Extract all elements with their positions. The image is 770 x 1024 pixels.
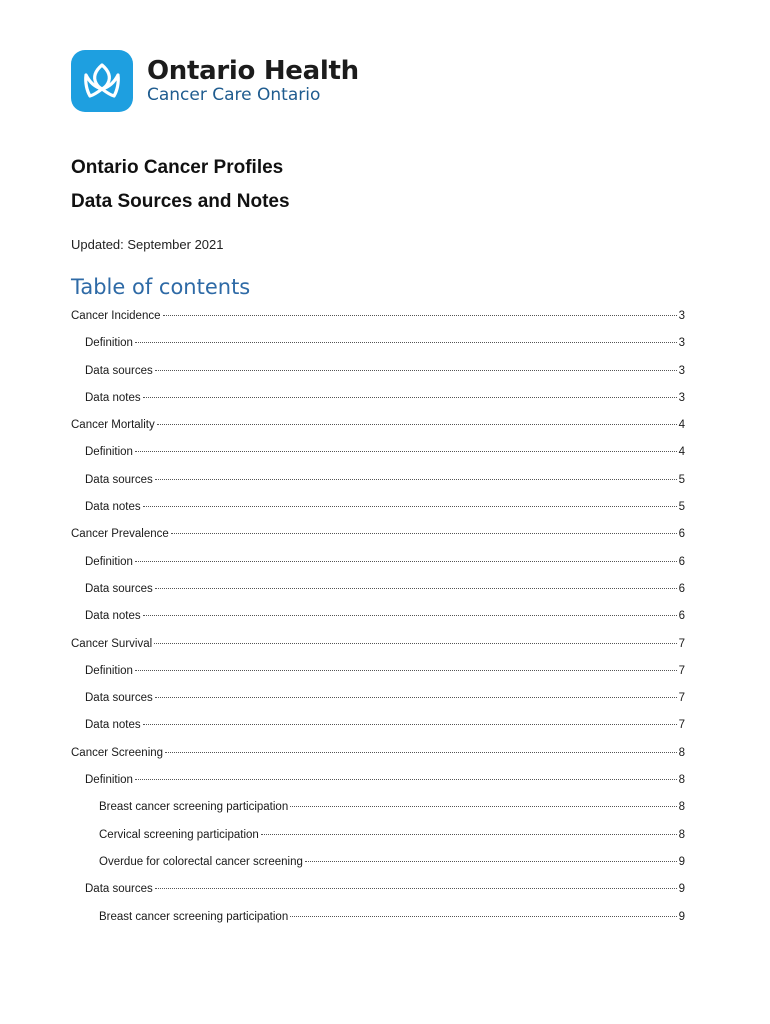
toc-entry-page: 3 — [678, 310, 685, 322]
toc-entry[interactable] — [71, 337, 685, 364]
toc-entry[interactable] — [71, 692, 685, 719]
document-subtitle: Data Sources and Notes — [71, 191, 290, 212]
toc-leader-dots — [305, 861, 677, 862]
toc-entry[interactable] — [71, 883, 685, 910]
toc-entry-label: Breast cancer screening participation — [99, 801, 289, 814]
toc-leader-dots — [157, 424, 677, 425]
toc-leader-dots — [143, 615, 677, 616]
toc-entry-label: Data sources — [85, 364, 153, 377]
toc-leader-dots — [290, 916, 676, 917]
toc-entry-page: 8 — [678, 801, 685, 814]
toc-entry-label: Definition — [85, 774, 133, 787]
toc-entry[interactable] — [71, 501, 685, 528]
toc-entry[interactable] — [71, 528, 685, 555]
toc-entry-page: 9 — [678, 910, 685, 923]
toc-entry-page: 5 — [678, 501, 685, 514]
toc-entry[interactable] — [71, 638, 685, 665]
toc-entry-page: 8 — [678, 828, 685, 841]
toc-entry-label: Definition — [85, 337, 133, 350]
toc-entry-label: Cancer Prevalence — [71, 528, 169, 541]
toc-entry-page: 6 — [678, 610, 685, 623]
toc-entry-page: 7 — [678, 664, 685, 677]
toc-leader-dots — [135, 561, 677, 562]
toc-leader-dots — [135, 670, 677, 671]
toc-entry-page: 6 — [678, 582, 685, 595]
toc-entry[interactable] — [71, 719, 685, 746]
toc-entry[interactable] — [71, 665, 685, 692]
toc-heading: Table of contents — [71, 275, 251, 299]
toc-leader-dots — [155, 370, 677, 371]
toc-entry-label: Definition — [85, 446, 133, 459]
toc-entry[interactable] — [71, 829, 685, 856]
toc-entry-label: Definition — [85, 555, 133, 568]
toc-leader-dots — [154, 643, 676, 644]
toc-entry-page: 8 — [678, 774, 685, 787]
toc-entry-page: 7 — [678, 637, 685, 650]
toc-entry-page: 9 — [678, 855, 685, 868]
toc-leader-dots — [261, 834, 677, 835]
brand-name: Ontario Health — [147, 55, 359, 86]
toc-entry[interactable] — [71, 856, 685, 883]
toc-leader-dots — [135, 779, 677, 780]
toc-entry[interactable] — [71, 419, 685, 446]
updated-date: Updated: September 2021 — [71, 237, 224, 252]
toc-entry-page: 6 — [678, 528, 685, 541]
table-of-contents — [71, 310, 685, 938]
toc-leader-dots — [143, 724, 677, 725]
toc-entry[interactable] — [71, 310, 685, 337]
toc-entry[interactable] — [71, 446, 685, 473]
toc-entry-label: Cancer Survival — [71, 637, 153, 650]
toc-entry-page: 4 — [678, 419, 685, 432]
toc-leader-dots — [155, 479, 677, 480]
toc-entry-page: 4 — [678, 446, 685, 459]
trillium-logo-icon — [71, 50, 133, 112]
toc-entry-page: 7 — [678, 719, 685, 732]
toc-leader-dots — [155, 588, 677, 589]
toc-leader-dots — [143, 506, 677, 507]
toc-entry[interactable] — [71, 801, 685, 828]
toc-leader-dots — [163, 315, 677, 316]
toc-entry-label: Definition — [85, 664, 133, 677]
brand-subtitle: Cancer Care Ontario — [147, 84, 321, 105]
toc-entry-label: Overdue for colorectal cancer screening — [99, 855, 303, 868]
toc-leader-dots — [143, 397, 677, 398]
toc-entry-label: Data sources — [85, 582, 153, 595]
toc-entry-label: Data sources — [85, 883, 153, 896]
document-title: Ontario Cancer Profiles — [71, 157, 284, 178]
toc-entry-label: Data notes — [85, 610, 141, 623]
toc-entry-label: Cancer Mortality — [71, 419, 155, 432]
toc-leader-dots — [171, 533, 677, 534]
toc-entry[interactable] — [71, 911, 685, 938]
toc-entry-page: 7 — [678, 692, 685, 705]
toc-entry-page: 3 — [678, 391, 685, 404]
toc-entry[interactable] — [71, 774, 685, 801]
toc-entry-page: 3 — [678, 364, 685, 377]
toc-entry-page: 9 — [678, 883, 685, 896]
toc-entry-label: Breast cancer screening participation — [99, 910, 289, 923]
toc-entry-label: Cervical screening participation — [99, 828, 259, 841]
toc-entry-page: 6 — [678, 555, 685, 568]
toc-entry-page: 5 — [678, 473, 685, 486]
toc-entry[interactable] — [71, 583, 685, 610]
toc-entry-label: Cancer Incidence — [71, 310, 161, 322]
toc-leader-dots — [290, 806, 676, 807]
toc-leader-dots — [165, 752, 677, 753]
toc-entry[interactable] — [71, 474, 685, 501]
toc-entry[interactable] — [71, 610, 685, 637]
toc-entry-page: 3 — [678, 337, 685, 350]
toc-entry[interactable] — [71, 556, 685, 583]
toc-entry-label: Data sources — [85, 692, 153, 705]
toc-leader-dots — [135, 451, 677, 452]
logo — [71, 50, 359, 112]
toc-entry-label: Data notes — [85, 391, 141, 404]
toc-entry-page: 8 — [678, 746, 685, 759]
toc-leader-dots — [155, 888, 677, 889]
toc-entry[interactable] — [71, 365, 685, 392]
toc-entry-label: Cancer Screening — [71, 746, 164, 759]
toc-entry-label: Data notes — [85, 501, 141, 514]
toc-entry[interactable] — [71, 392, 685, 419]
toc-entry[interactable] — [71, 747, 685, 774]
toc-entry-label: Data sources — [85, 473, 153, 486]
toc-entry-label: Data notes — [85, 719, 141, 732]
toc-leader-dots — [135, 342, 677, 343]
toc-leader-dots — [155, 697, 677, 698]
